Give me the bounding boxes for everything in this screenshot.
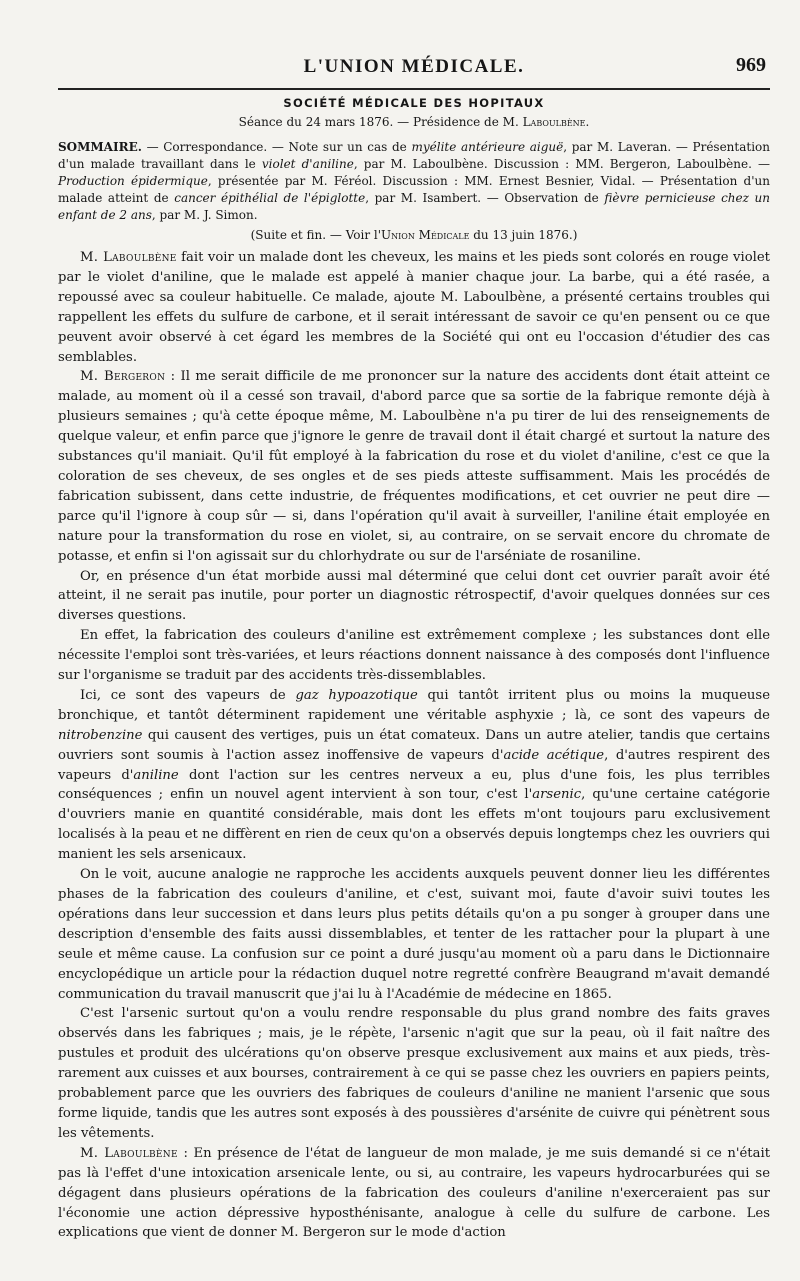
- summary-text-2: , par M. Laveran. — Présentation d'un malade travaillant dans le: [58, 140, 770, 171]
- summary-italic-2: violet d'aniline: [261, 157, 354, 171]
- paragraph-8: [58, 1144, 770, 1244]
- body-text: [58, 248, 770, 1243]
- paragraph-2: [58, 367, 770, 566]
- paragraph-6: On le voit, aucune analogie ne rapproche les accidents auxquels peuvent donner lieu les différentes phases de la fabrication des couleurs d'aniline, et c'est, suivant moi, faute d'avoir suivi toutes les opérations dans leur succession et dans leurs plus petits détails qu'on a pu songer à grouper dans une description d'ensemble des faits aussi dissemblables, et tenter de les rattacher pour la plupart à une seule et même cause. La confusion sur ce point a duré jusqu'au moment où a paru dans le Dictionnaire encyclopédique un article pour la rédaction duquel notre regretté confrère Beaugrand m'avait demandé communication du travail manuscrit que j'ai lu à l'Académie de médecine en 1865.: [58, 867, 770, 1002]
- paragraph-2-text: : Il me serait difficile de me prononcer sur la nature des accidents dont était atteint ce malade, au moment où il a cessé son travail, d'abord parce que sa sortie de la fabrique remonte déjà à plusieurs semaines ; qu'à cette époque même, M. Laboulbène n'a pu tirer de lui des renseignements de quelque valeur, et enfin parce que j'ignore le genre de travail dont il était chargé et surtout la nature des substances qu'il maniait. Qu'il fût employé à la fabrication du rose et du violet d'aniline, c'est ce que la coloration de ses cheveux, de ses ongles et de ses pieds atteste suffisamment. Mais les procédés de fabrication subissent, dans cette industrie, de fréquentes modifications, et cet ouvrier ne peut dire — parce qu'il l'ignore à coup sûr — si, dans l'opération qu'il avait à surveiller, l'aniline était employée en nature pour la transformation du rose en violet, si, au contraire, on se servait encore du chromate de potasse, et enfin si l'on agissait sur du chlorhydrate ou sur de l'arséniate de rosaniline.: [58, 369, 770, 564]
- p5-text-a: Ici, ce sont des vapeurs de: [80, 687, 296, 703]
- paragraph-5: [58, 686, 770, 865]
- session-suffix: .: [585, 115, 590, 129]
- p5-text-c: qui causent des vertiges, puis un état comateux. Dans un autre atelier, tandis que certains ouvriers sont soumis à l'action assez inoffensive de vapeurs d': [58, 727, 770, 763]
- p5-text-f: , qu'une certaine catégorie d'ouvriers manie en quantité considérable, mais dont les effets m'ont toujours paru exclusivement localisés à la peau et ne diffèrent en rien de ceux qu'on a observés depuis longtemps chez les ouvriers qui manient les sels arsenicaux.: [58, 787, 770, 863]
- speaker-bergeron: M. Bergeron: [80, 369, 166, 385]
- p5-text-b: qui tantôt irritent plus ou moins la muqueuse bronchique, et tantôt déterminent rapidement une véritable asphyxie ; là, ce sont des vapeurs de: [58, 687, 770, 723]
- p5-italic-2: nitrobenzine: [58, 727, 143, 743]
- summary-label: SOMMAIRE.: [58, 140, 142, 154]
- suite-journal: Union Médicale: [381, 228, 470, 242]
- paragraph-7: C'est l'arsenic surtout qu'on a voulu rendre responsable du plus grand nombre des faits graves observés dans les fabriques ; mais, je le répète, l'arsenic n'agit que sur la peau, où il fait naître des pustules et produit des ulcérations qu'on observe presque exclusivement aux mains et aux pieds, très-rarement aux cuisses et aux bourses, contrairement à ce qui se passe chez les ouvriers en papiers peints, probablement parce que les ouvriers des fabriques de couleurs d'aniline ne manient l'arsenic que sous forme liquide, tandis que les autres sont exposés à des poussières d'arsénite de cuivre qui pénètrent sous les vêtements.: [58, 1006, 770, 1141]
- paragraph-3: Or, en présence d'un état morbide aussi mal déterminé que celui dont cet ouvrier paraît avoir été atteint, il ne serait pas inutile, pour porter un diagnostic rétrospectif, d'avoir quelques données sur ces diverses questions.: [58, 568, 770, 624]
- paragraph-8-text: : En présence de l'état de langueur de mon malade, je me suis demandé si ce n'était pas là l'effet d'une intoxication arsenicale lente, ou si, au contraire, les vapeurs hydrocarburées qui se dégagent dans plusieurs opérations de la fabrication des couleurs d'aniline n'exerceraient pas sur l'économie une action dépressive hyposthénisante, analogue à celle du sulfure de carbone. Les explications que vient de donner M. Bergeron sur le mode d'action: [58, 1145, 770, 1241]
- summary: [58, 139, 770, 224]
- paragraph-4: En effet, la fabrication des couleurs d'aniline est extrêmement complexe ; les substances dont elle nécessite l'emploi sont très-variées, et leurs réactions donnent naissance à des composés dont l'influence sur l'organisme se traduit par des accidents très-dissemblables.: [58, 628, 770, 684]
- session-prefix: Séance du 24 mars 1876. — Présidence de M.: [238, 115, 523, 129]
- speaker-laboulbene: M. Laboulbène: [80, 250, 177, 265]
- journal-title: L'UNION MÉDICALE.: [303, 56, 525, 77]
- suite-note: [58, 228, 770, 242]
- session-president: Laboulbène: [522, 115, 586, 129]
- suite-prefix: (Suite et fin. — Voir l': [250, 228, 382, 242]
- summary-italic-3: Production épidermique: [58, 174, 208, 188]
- section-title: SOCIÉTÉ MÉDICALE DES HOPITAUX: [283, 96, 545, 110]
- summary-italic-4: cancer épithélial de l'épiglotte: [174, 191, 366, 205]
- paragraph-1: [58, 248, 770, 367]
- summary-text-1: — Correspondance. — Note sur un cas de: [141, 140, 412, 154]
- p5-italic-1: gaz hypoazotique: [295, 687, 418, 703]
- summary-text-3: , par M. Laboulbène. Discussion : MM. Bergeron, Laboulbène. —: [353, 157, 770, 171]
- session-line: [58, 115, 770, 129]
- page-number: 969: [736, 54, 766, 76]
- summary-italic-5: fièvre pernicieuse chez un enfant de 2 ans: [58, 191, 771, 222]
- summary-text-4: , présentée par M. Féréol. Discussion : MM. Ernest Besnier, Vidal. — Présentation d'un malade atteint de: [58, 174, 770, 205]
- suite-suffix: du 13 juin 1876.): [469, 228, 578, 242]
- speaker-laboulbene-2: M. Laboulbène: [80, 1145, 178, 1161]
- p5-text-d: , d'autres respirent des vapeurs d': [58, 747, 770, 783]
- header-rule: [58, 88, 770, 90]
- p5-text-e: dont l'action sur les centres nerveux a eu, plus d'une fois, les plus terribles conséquences ; enfin un nouvel agent intervient à son tour, c'est l': [58, 767, 770, 803]
- summary-italic-1: myélite antérieure aiguë: [411, 140, 564, 154]
- p5-italic-3: acide acétique: [503, 747, 605, 763]
- summary-text-5: , par M. Isambert. — Observation de: [365, 191, 605, 205]
- running-head: [58, 0, 770, 82]
- summary-text-6: , par M. J. Simon.: [151, 208, 258, 222]
- p5-italic-4: aniline: [133, 767, 179, 783]
- p5-italic-5: arsenic: [532, 787, 582, 803]
- paragraph-1-text: fait voir un malade dont les cheveux, les mains et les pieds sont colorés en rouge violet par le violet d'aniline, que le malade est appelé à manier chaque jour. La barbe, qui a été rasée, a repoussé avec sa couleur habituelle. Ce malade, ajoute M. Laboulbène, a présenté certains troubles qui rappellent les effets du sulfure de carbone, et il serait intéressant de savoir ce qu'en pensent ou ce que peuvent avoir observé à cet égard les membres de la Société qui ont eu l'occasion d'étudier des cas semblables.: [58, 250, 770, 365]
